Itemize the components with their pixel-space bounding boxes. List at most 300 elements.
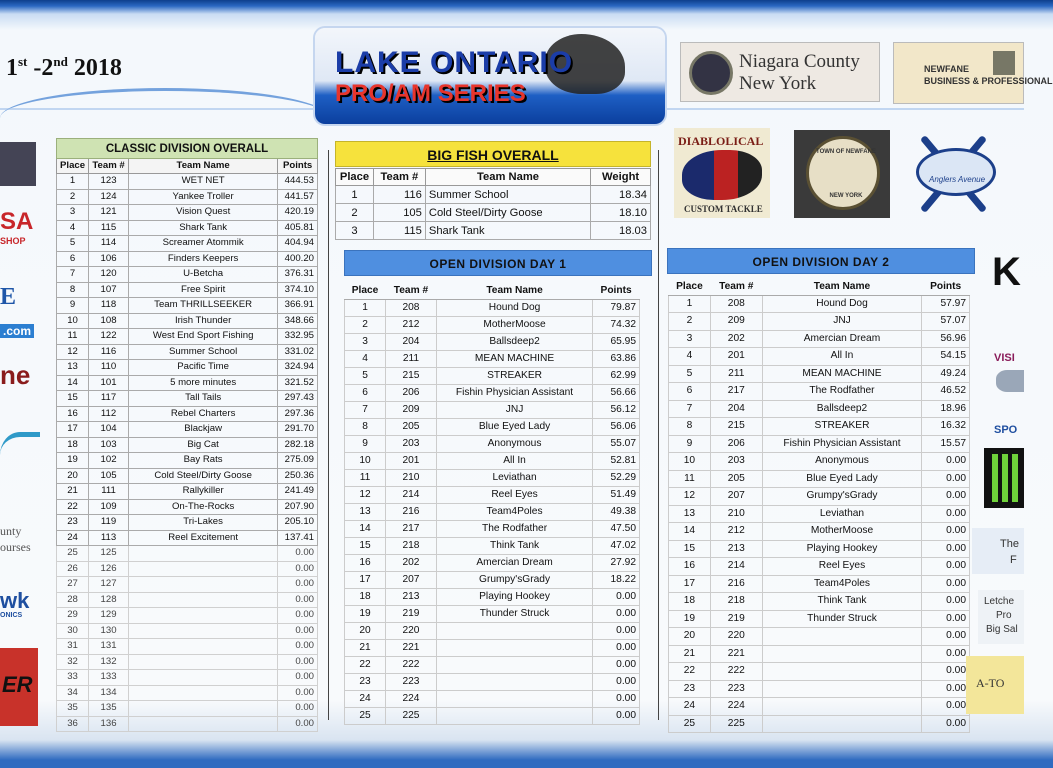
cell-place: 23 bbox=[669, 680, 711, 698]
cell-place: 3 bbox=[345, 333, 386, 350]
cell-team-name: Yankee Troller bbox=[129, 189, 278, 205]
cell-team-name: Big Cat bbox=[129, 437, 278, 453]
cell-team-number: 114 bbox=[89, 236, 129, 252]
cell-team-number: 112 bbox=[89, 406, 129, 422]
column-header-team-name: Team Name bbox=[425, 169, 590, 186]
column-header-team-number: Team # bbox=[89, 159, 129, 174]
cell-team-name: WET NET bbox=[129, 174, 278, 190]
cell-place: 13 bbox=[669, 505, 711, 523]
cell-value: 0.00 bbox=[922, 558, 970, 576]
anglers-disc bbox=[916, 148, 996, 196]
cell-place: 5 bbox=[345, 367, 386, 384]
big-fish-rows bbox=[336, 186, 651, 240]
cell-value: 331.02 bbox=[278, 344, 318, 360]
cell-place: 17 bbox=[57, 422, 89, 438]
cell-team-number: 217 bbox=[710, 383, 762, 401]
table-row bbox=[345, 384, 640, 401]
cell-team-number: 129 bbox=[89, 608, 129, 624]
cell-place: 15 bbox=[669, 540, 711, 558]
table-row bbox=[57, 251, 318, 267]
column-divider bbox=[328, 150, 329, 720]
cell-place: 11 bbox=[57, 329, 89, 345]
cell-team-name bbox=[436, 707, 592, 724]
cell-team-number: 219 bbox=[386, 605, 437, 622]
cell-team-name: All In bbox=[436, 452, 592, 469]
table-row bbox=[345, 588, 640, 605]
cell-team-number: 215 bbox=[386, 367, 437, 384]
cell-team-number: 224 bbox=[386, 690, 437, 707]
cell-place: 21 bbox=[345, 639, 386, 656]
cell-team-number: 208 bbox=[710, 295, 762, 313]
classic-division-table bbox=[56, 138, 318, 732]
table-row bbox=[669, 453, 970, 471]
cell-place: 17 bbox=[669, 575, 711, 593]
cell-team-number: 130 bbox=[89, 623, 129, 639]
table-row bbox=[57, 484, 318, 500]
cell-value: 297.36 bbox=[278, 406, 318, 422]
date-start-suffix: st bbox=[18, 54, 28, 69]
cell-team-number: 123 bbox=[89, 174, 129, 190]
cell-place: 17 bbox=[345, 571, 386, 588]
cell-team-number: 205 bbox=[386, 418, 437, 435]
cell-team-name bbox=[436, 656, 592, 673]
cell-value: 0.00 bbox=[278, 701, 318, 717]
cell-team-number: 106 bbox=[89, 251, 129, 267]
cell-place: 34 bbox=[57, 685, 89, 701]
cell-team-name: Rebel Charters bbox=[129, 406, 278, 422]
cell-team-name bbox=[762, 663, 922, 681]
cell-team-name: Finders Keepers bbox=[129, 251, 278, 267]
cell-team-number: 110 bbox=[89, 360, 129, 376]
cell-team-number: 134 bbox=[89, 685, 129, 701]
cell-value: 49.24 bbox=[922, 365, 970, 383]
table-row bbox=[57, 701, 318, 717]
cell-team-number: 225 bbox=[386, 707, 437, 724]
cell-value: 57.07 bbox=[922, 313, 970, 331]
cell-place: 15 bbox=[345, 537, 386, 554]
cell-value: 0.00 bbox=[593, 622, 640, 639]
cell-place: 14 bbox=[669, 523, 711, 541]
cell-team-name: Irish Thunder bbox=[129, 313, 278, 329]
cell-team-number: 224 bbox=[710, 698, 762, 716]
table-row bbox=[345, 350, 640, 367]
cell-team-number: 210 bbox=[710, 505, 762, 523]
cell-place: 23 bbox=[345, 673, 386, 690]
cell-value: 0.00 bbox=[922, 505, 970, 523]
cell-place: 32 bbox=[57, 654, 89, 670]
cell-value: 207.90 bbox=[278, 499, 318, 515]
cell-team-name: Hound Dog bbox=[436, 299, 592, 316]
cell-team-name: Playing Hookey bbox=[436, 588, 592, 605]
table-row bbox=[669, 645, 970, 663]
cell-value: 297.43 bbox=[278, 391, 318, 407]
table-row bbox=[345, 656, 640, 673]
right-sponsor-text: Pro bbox=[996, 610, 1012, 621]
niagara-line-2: New York bbox=[739, 73, 817, 94]
table-row bbox=[345, 622, 640, 639]
cell-value: 250.36 bbox=[278, 468, 318, 484]
cell-place: 18 bbox=[345, 588, 386, 605]
cell-team-number: 220 bbox=[710, 628, 762, 646]
cell-team-number: 115 bbox=[89, 220, 129, 236]
cell-team-number: 218 bbox=[710, 593, 762, 611]
logo-line-2: PRO/AM SERIES bbox=[335, 80, 526, 107]
cell-team-name: Rallykiller bbox=[129, 484, 278, 500]
table-row bbox=[57, 561, 318, 577]
cell-value: 0.00 bbox=[922, 663, 970, 681]
cell-value: 0.00 bbox=[593, 690, 640, 707]
cell-place: 25 bbox=[345, 707, 386, 724]
cell-team-name bbox=[129, 716, 278, 732]
cell-team-number: 225 bbox=[710, 715, 762, 733]
cell-value: 404.94 bbox=[278, 236, 318, 252]
anglers-avenue-sponsor bbox=[906, 126, 1002, 218]
cell-value: 0.00 bbox=[593, 656, 640, 673]
table-row bbox=[345, 486, 640, 503]
cell-team-name bbox=[436, 622, 592, 639]
cell-team-number: 212 bbox=[710, 523, 762, 541]
diabolical-tackle-sponsor bbox=[674, 128, 770, 218]
cell-place: 3 bbox=[57, 205, 89, 221]
cell-team-name bbox=[129, 608, 278, 624]
niagara-text bbox=[739, 51, 860, 95]
cell-value: 49.38 bbox=[593, 503, 640, 520]
cell-value: 46.52 bbox=[922, 383, 970, 401]
cell-place: 20 bbox=[345, 622, 386, 639]
table-row bbox=[57, 344, 318, 360]
cell-team-name bbox=[436, 639, 592, 656]
cell-team-number: 222 bbox=[710, 663, 762, 681]
diablo-name: DIABLOLICAL bbox=[678, 134, 764, 148]
cell-team-name bbox=[129, 561, 278, 577]
event-date-title bbox=[6, 54, 122, 82]
cell-team-name: Hound Dog bbox=[762, 295, 922, 313]
big-fish-table bbox=[335, 168, 651, 240]
cell-team-number: 121 bbox=[89, 205, 129, 221]
cell-team-name: Blackjaw bbox=[129, 422, 278, 438]
cell-team-number: 211 bbox=[386, 350, 437, 367]
cell-place: 4 bbox=[57, 220, 89, 236]
cell-value: 63.86 bbox=[593, 350, 640, 367]
cell-value: 0.00 bbox=[278, 546, 318, 562]
table-row bbox=[669, 610, 970, 628]
cell-value: 348.66 bbox=[278, 313, 318, 329]
cell-place: 26 bbox=[57, 561, 89, 577]
cell-team-number: 203 bbox=[710, 453, 762, 471]
cell-value: 420.19 bbox=[278, 205, 318, 221]
cell-value: 18.22 bbox=[593, 571, 640, 588]
cell-value: 0.00 bbox=[922, 645, 970, 663]
cell-value: 0.00 bbox=[278, 561, 318, 577]
anglers-text: Anglers Avenue bbox=[929, 175, 986, 184]
cell-value: 282.18 bbox=[278, 437, 318, 453]
table-row bbox=[669, 488, 970, 506]
table-row bbox=[57, 437, 318, 453]
right-sponsor-text: F bbox=[1010, 554, 1017, 566]
cell-team-name bbox=[129, 670, 278, 686]
cell-team-number: 207 bbox=[710, 488, 762, 506]
cell-team-number: 108 bbox=[89, 313, 129, 329]
cell-value: 51.49 bbox=[593, 486, 640, 503]
cell-team-number: 207 bbox=[386, 571, 437, 588]
cell-team-number: 211 bbox=[710, 365, 762, 383]
cell-team-number: 102 bbox=[89, 453, 129, 469]
cell-place: 30 bbox=[57, 623, 89, 639]
cell-team-name: Free Spirit bbox=[129, 282, 278, 298]
cell-team-name bbox=[762, 628, 922, 646]
cell-place: 6 bbox=[669, 383, 711, 401]
cell-place: 28 bbox=[57, 592, 89, 608]
seal-top-text: TOWN OF NEWFANE bbox=[816, 149, 876, 155]
cell-team-name: On-The-Rocks bbox=[129, 499, 278, 515]
cell-value: 0.00 bbox=[278, 654, 318, 670]
table-row bbox=[345, 316, 640, 333]
table-row bbox=[669, 295, 970, 313]
cell-value: 15.57 bbox=[922, 435, 970, 453]
right-sponsor-text: Letche bbox=[984, 596, 1015, 607]
cell-team-number: 223 bbox=[710, 680, 762, 698]
table-row bbox=[57, 205, 318, 221]
cell-team-number: 132 bbox=[89, 654, 129, 670]
cell-place: 10 bbox=[57, 313, 89, 329]
table-row bbox=[57, 375, 318, 391]
cell-team-name: Team4Poles bbox=[762, 575, 922, 593]
cell-place: 33 bbox=[57, 670, 89, 686]
big-fish-title: BIG FISH OVERALL bbox=[335, 141, 651, 167]
cell-place: 8 bbox=[345, 418, 386, 435]
cell-value: 27.92 bbox=[593, 554, 640, 571]
table-row bbox=[57, 329, 318, 345]
table-row bbox=[57, 716, 318, 732]
cell-value: 0.00 bbox=[278, 639, 318, 655]
cell-place: 3 bbox=[336, 222, 374, 240]
cell-team-name: West End Sport Fishing bbox=[129, 329, 278, 345]
cell-value: 56.66 bbox=[593, 384, 640, 401]
cell-team-name: Reel Excitement bbox=[129, 530, 278, 546]
cell-place: 10 bbox=[669, 453, 711, 471]
cell-place: 27 bbox=[57, 577, 89, 593]
cell-place: 7 bbox=[57, 267, 89, 283]
cell-team-name: Shark Tank bbox=[129, 220, 278, 236]
left-sponsor-red-banner bbox=[0, 648, 38, 726]
cell-team-number: 101 bbox=[89, 375, 129, 391]
cell-team-number: 216 bbox=[710, 575, 762, 593]
cell-team-number: 202 bbox=[710, 330, 762, 348]
cell-value: 18.96 bbox=[922, 400, 970, 418]
cell-place: 25 bbox=[57, 546, 89, 562]
table-row bbox=[669, 383, 970, 401]
left-sponsor-text: unty bbox=[0, 524, 22, 538]
cell-team-name: All In bbox=[762, 348, 922, 366]
cell-value: 16.32 bbox=[922, 418, 970, 436]
date-year: 2018 bbox=[67, 55, 122, 81]
cell-place: 25 bbox=[669, 715, 711, 733]
cell-team-name: Blue Eyed Lady bbox=[436, 418, 592, 435]
column-header-team-name: Team Name bbox=[762, 279, 922, 295]
classic-division-rows bbox=[57, 174, 318, 732]
cell-team-name: Pacific Time bbox=[129, 360, 278, 376]
cell-place: 1 bbox=[57, 174, 89, 190]
right-sponsor-text: Big Sal bbox=[986, 624, 1018, 635]
cell-team-number: 201 bbox=[386, 452, 437, 469]
cell-team-number: 219 bbox=[710, 610, 762, 628]
cell-value: 65.95 bbox=[593, 333, 640, 350]
cell-place: 20 bbox=[57, 468, 89, 484]
cell-team-name bbox=[129, 577, 278, 593]
cell-value: 205.10 bbox=[278, 515, 318, 531]
seal-circle-icon bbox=[806, 136, 880, 210]
cell-value: 56.06 bbox=[593, 418, 640, 435]
lake-ontario-proam-logo bbox=[315, 28, 665, 124]
cell-place: 4 bbox=[669, 348, 711, 366]
cell-team-number: 204 bbox=[710, 400, 762, 418]
cell-value: 54.15 bbox=[922, 348, 970, 366]
cell-team-name: Anonymous bbox=[762, 453, 922, 471]
cell-team-name bbox=[436, 673, 592, 690]
cell-team-name: Team4Poles bbox=[436, 503, 592, 520]
cell-team-name bbox=[129, 701, 278, 717]
table-row bbox=[57, 220, 318, 236]
left-sponsor-text: .com bbox=[0, 324, 34, 338]
cell-place: 23 bbox=[57, 515, 89, 531]
cell-team-name: MEAN MACHINE bbox=[436, 350, 592, 367]
cell-team-name: Reel Eyes bbox=[762, 558, 922, 576]
newfane-line-1: NEWFANE bbox=[924, 64, 969, 74]
table-row bbox=[669, 365, 970, 383]
table-row bbox=[345, 520, 640, 537]
cell-team-name: Ballsdeep2 bbox=[762, 400, 922, 418]
cell-place: 6 bbox=[57, 251, 89, 267]
cell-team-name: Think Tank bbox=[436, 537, 592, 554]
cell-team-name: Cold Steel/Dirty Goose bbox=[129, 468, 278, 484]
cell-place: 1 bbox=[669, 295, 711, 313]
cell-value: 0.00 bbox=[922, 453, 970, 471]
cell-place: 9 bbox=[57, 298, 89, 314]
cell-team-name bbox=[762, 680, 922, 698]
fish-icon bbox=[996, 370, 1024, 392]
cell-team-name: Amercian Dream bbox=[762, 330, 922, 348]
table-row bbox=[345, 571, 640, 588]
right-sponsor-box bbox=[978, 590, 1024, 644]
cell-team-number: 124 bbox=[89, 189, 129, 205]
table-row bbox=[345, 469, 640, 486]
cell-team-name: The Rodfather bbox=[762, 383, 922, 401]
table-row bbox=[345, 673, 640, 690]
cell-team-number: 109 bbox=[89, 499, 129, 515]
cell-team-name: Anonymous bbox=[436, 435, 592, 452]
cell-team-number: 120 bbox=[89, 267, 129, 283]
table-row bbox=[57, 670, 318, 686]
cell-team-name: Leviathan bbox=[762, 505, 922, 523]
cell-team-name: Thunder Struck bbox=[762, 610, 922, 628]
cell-place: 2 bbox=[336, 204, 374, 222]
table-row bbox=[57, 515, 318, 531]
cell-place: 11 bbox=[669, 470, 711, 488]
cell-place: 31 bbox=[57, 639, 89, 655]
cell-team-number: 115 bbox=[373, 222, 425, 240]
cell-place: 9 bbox=[345, 435, 386, 452]
cell-value: 55.07 bbox=[593, 435, 640, 452]
marlin-icon bbox=[0, 432, 40, 478]
table-row bbox=[669, 505, 970, 523]
cell-team-number: 127 bbox=[89, 577, 129, 593]
cell-place: 1 bbox=[336, 186, 374, 204]
table-row bbox=[669, 540, 970, 558]
cell-value: 405.81 bbox=[278, 220, 318, 236]
table-row bbox=[345, 537, 640, 554]
table-row bbox=[345, 367, 640, 384]
cell-team-number: 213 bbox=[386, 588, 437, 605]
cell-place: 5 bbox=[57, 236, 89, 252]
niagara-county-sponsor bbox=[680, 42, 880, 102]
cell-team-number: 209 bbox=[386, 401, 437, 418]
cell-place: 14 bbox=[57, 375, 89, 391]
cell-place: 24 bbox=[345, 690, 386, 707]
right-sponsor-box bbox=[966, 656, 1024, 714]
cell-value: 62.99 bbox=[593, 367, 640, 384]
cell-team-number: 202 bbox=[386, 554, 437, 571]
open-division-day1-title: OPEN DIVISION DAY 1 bbox=[344, 250, 652, 276]
cell-team-name: MotherMoose bbox=[436, 316, 592, 333]
cell-value: 0.00 bbox=[922, 593, 970, 611]
cell-value: 56.12 bbox=[593, 401, 640, 418]
cell-team-number: 133 bbox=[89, 670, 129, 686]
cell-value: 376.31 bbox=[278, 267, 318, 283]
cell-value: 0.00 bbox=[593, 588, 640, 605]
table-row bbox=[57, 267, 318, 283]
cell-value: 74.32 bbox=[593, 316, 640, 333]
table-row bbox=[345, 554, 640, 571]
cell-team-number: 118 bbox=[89, 298, 129, 314]
table-row bbox=[57, 298, 318, 314]
table-row bbox=[57, 623, 318, 639]
logo-line-1: LAKE ONTARIO bbox=[335, 46, 574, 79]
cell-team-number: 218 bbox=[386, 537, 437, 554]
cell-place: 18 bbox=[57, 437, 89, 453]
table-row bbox=[57, 468, 318, 484]
cell-value: 18.03 bbox=[591, 222, 651, 240]
table-row bbox=[669, 593, 970, 611]
right-sponsor-text: K bbox=[992, 250, 1021, 294]
cell-value: 0.00 bbox=[922, 698, 970, 716]
table-row bbox=[345, 333, 640, 350]
cell-value: 0.00 bbox=[922, 488, 970, 506]
cell-value: 79.87 bbox=[593, 299, 640, 316]
table-row bbox=[57, 282, 318, 298]
cell-team-number: 105 bbox=[89, 468, 129, 484]
table-row bbox=[57, 391, 318, 407]
table-row bbox=[345, 605, 640, 622]
cell-team-name bbox=[762, 715, 922, 733]
cell-team-number: 214 bbox=[710, 558, 762, 576]
right-sponsor-text: SPO bbox=[994, 424, 1018, 436]
cell-team-name: STREAKER bbox=[436, 367, 592, 384]
cell-team-name: Ballsdeep2 bbox=[436, 333, 592, 350]
cell-value: 324.94 bbox=[278, 360, 318, 376]
cell-place: 16 bbox=[669, 558, 711, 576]
open-division-day2-table bbox=[668, 279, 970, 733]
cell-team-name bbox=[129, 592, 278, 608]
table-row bbox=[57, 453, 318, 469]
cell-value: 321.52 bbox=[278, 375, 318, 391]
table-row bbox=[669, 435, 970, 453]
table-row bbox=[336, 186, 651, 204]
cell-value: 444.53 bbox=[278, 174, 318, 190]
cell-value: 400.20 bbox=[278, 251, 318, 267]
cell-team-number: 119 bbox=[89, 515, 129, 531]
cell-place: 6 bbox=[345, 384, 386, 401]
sponsor-photo-fragment bbox=[0, 142, 36, 186]
